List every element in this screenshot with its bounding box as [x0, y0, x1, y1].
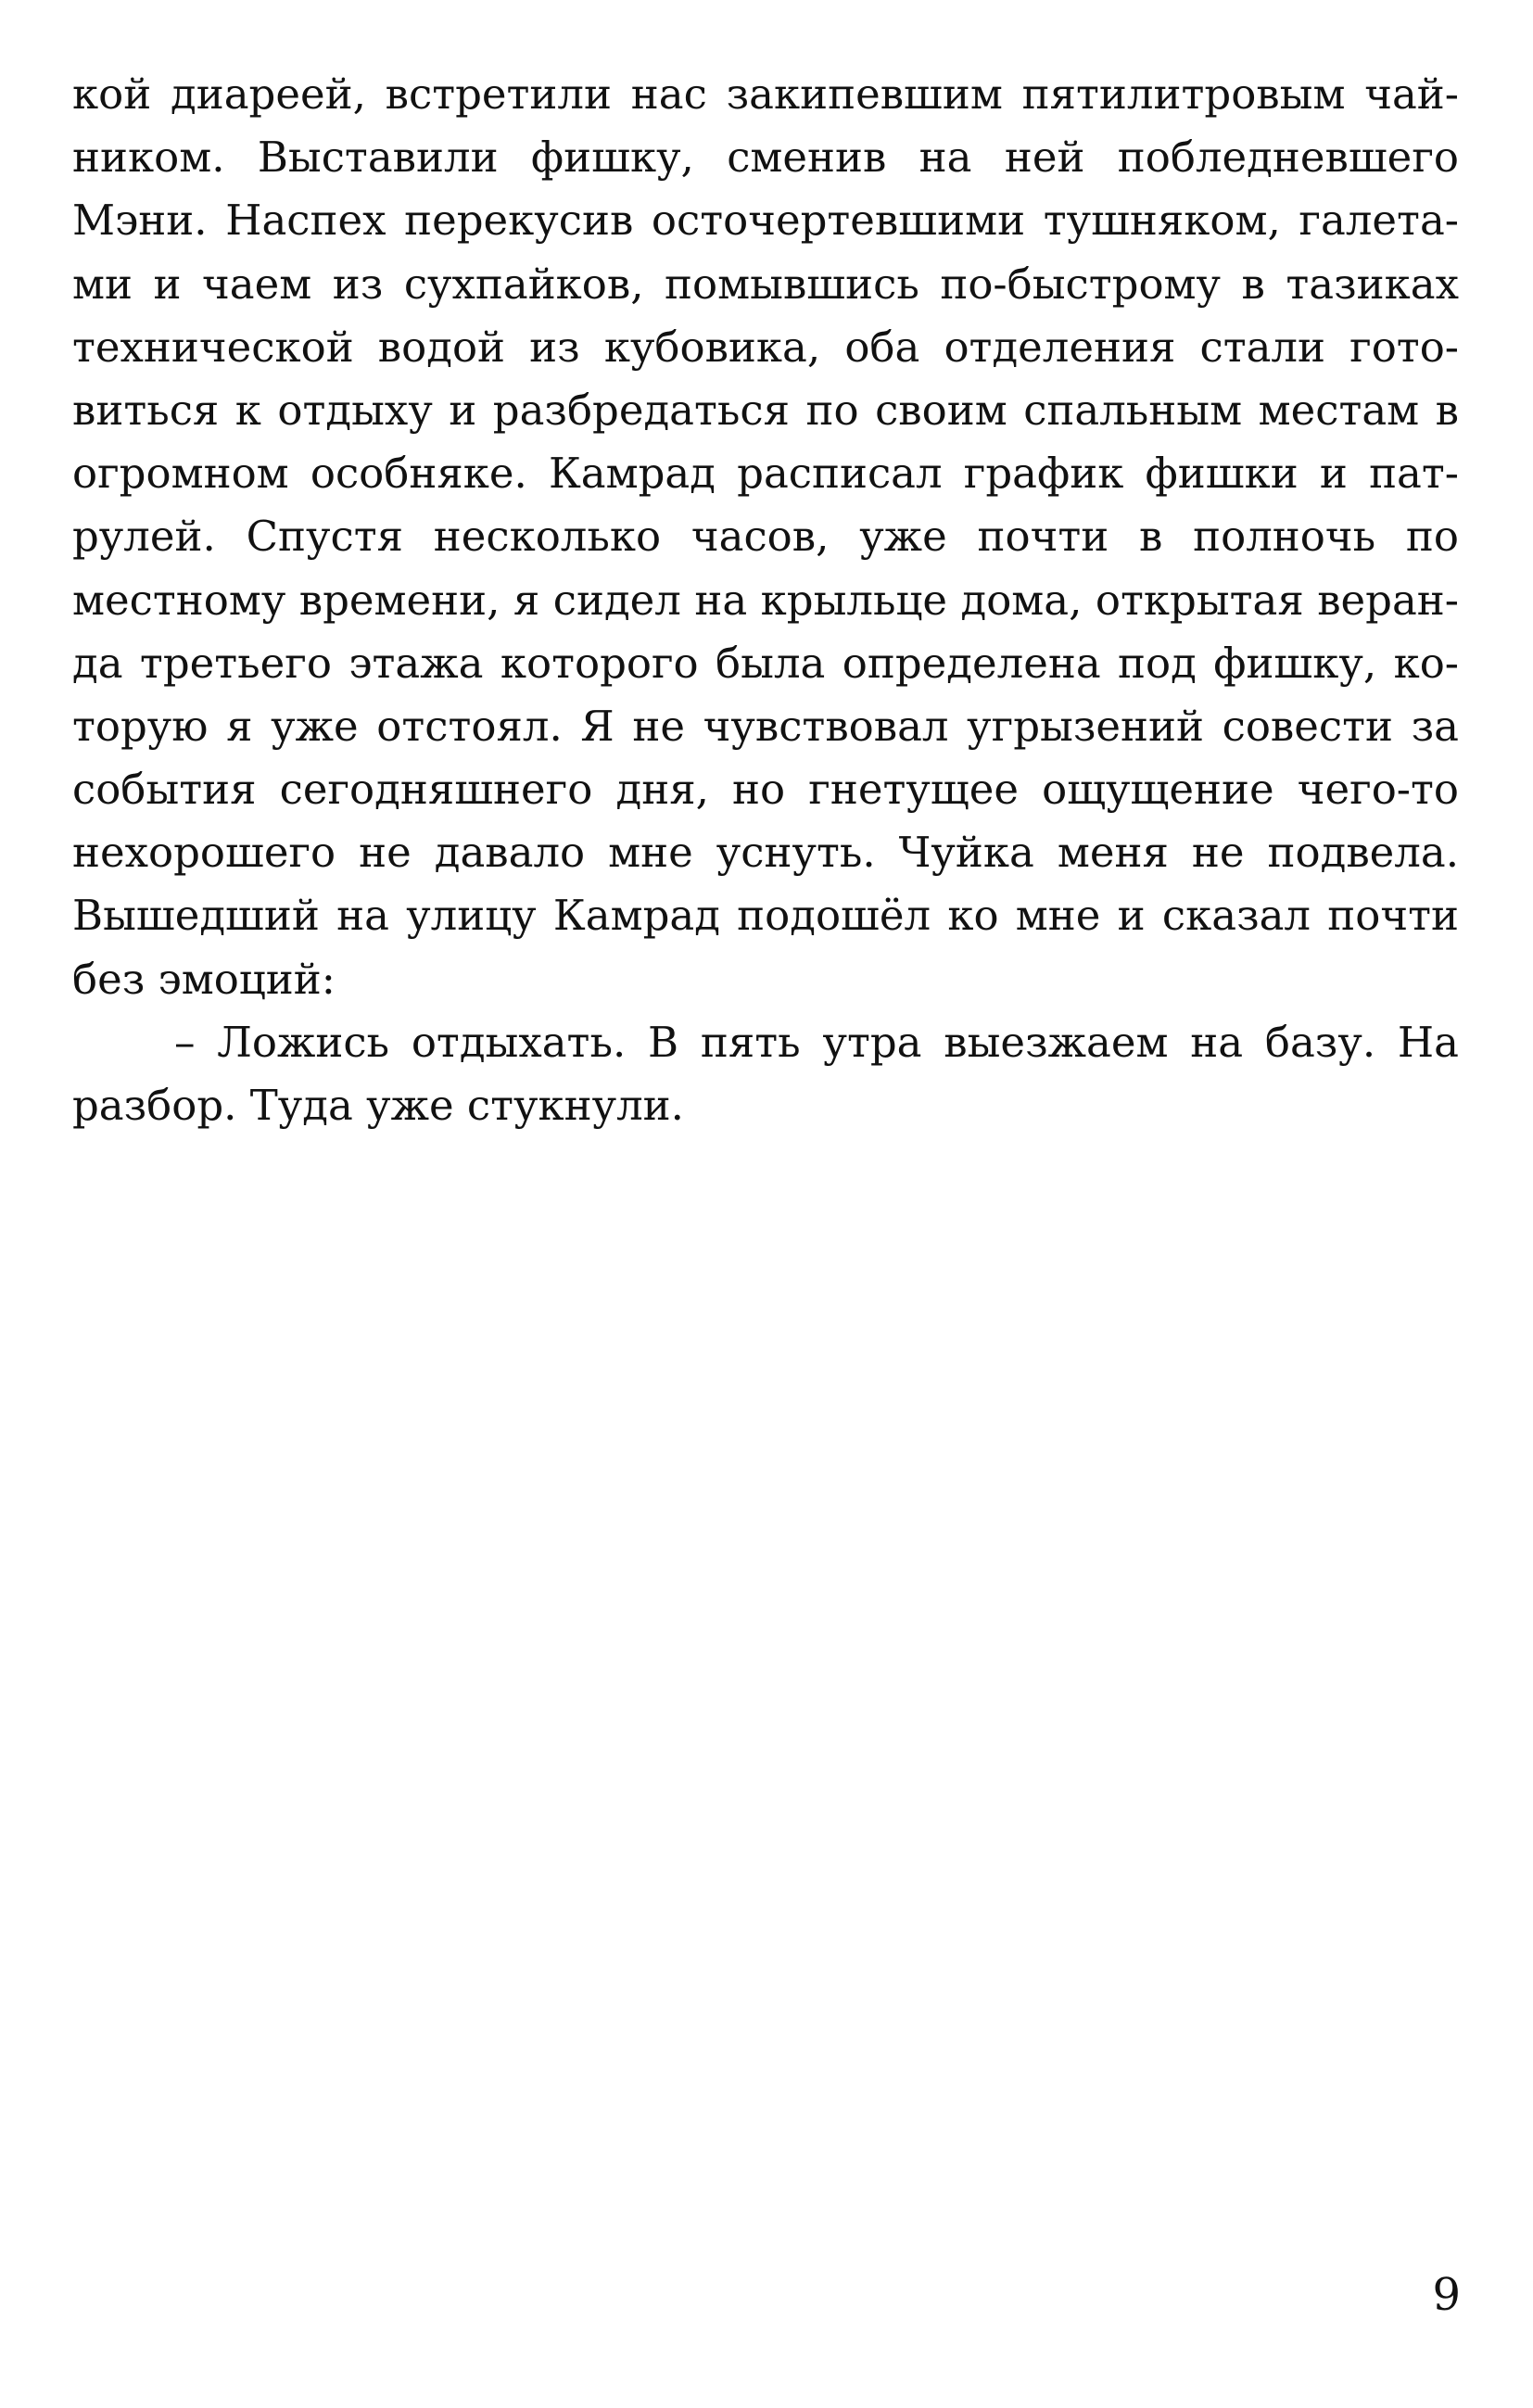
paragraph-2 [72, 1011, 1459, 1137]
text-line: нехорошего не давало мне уснуть. Чуйка меня не подвела. [72, 828, 1459, 878]
paragraph-1 [72, 63, 1459, 1011]
text-line: технической водой из кубовика, оба отделения стали гото- [72, 322, 1459, 372]
text-line: события сегодняшнего дня, но гнетущее ощущение чего-то [72, 765, 1459, 815]
text-line: рулей. Спустя несколько часов, уже почти в полночь по [72, 512, 1459, 562]
text-line: кой диареей, встретили нас закипевшим пятилитровым чай- [72, 70, 1459, 119]
text-line: разбор. Туда уже стукнули. [72, 1081, 684, 1130]
page-number: 9 [1432, 2269, 1461, 2321]
text-line: да третьего этажа которого была определена под фишку, ко- [72, 638, 1459, 688]
text-line: торую я уже отстоял. Я не чувствовал угрызений совести за [72, 701, 1459, 751]
page-body [72, 63, 1459, 1137]
text-line: ми и чаем из сухпайков, помывшись по-быстрому в тазиках [72, 259, 1459, 309]
text-line: без эмоций: [72, 954, 336, 1004]
text-line: Вышедший на улицу Камрад подошёл ко мне и сказал почти [72, 891, 1459, 941]
text-line: виться к отдыху и разбредаться по своим спальным местам в [72, 385, 1459, 435]
text-line: огромном особняке. Камрад расписал график фишки и пат- [72, 449, 1459, 499]
text-line: Мэни. Наспех перекусив осточертевшими тушняком, галета- [72, 196, 1459, 246]
text-line: ником. Выставили фишку, сменив на ней побледневшего [72, 133, 1459, 183]
text-line: – Ложись отдыхать. В пять утра выезжаем на базу. На [174, 1017, 1459, 1067]
text-line: местному времени, я сидел на крыльце дома, открытая веран- [72, 575, 1459, 625]
